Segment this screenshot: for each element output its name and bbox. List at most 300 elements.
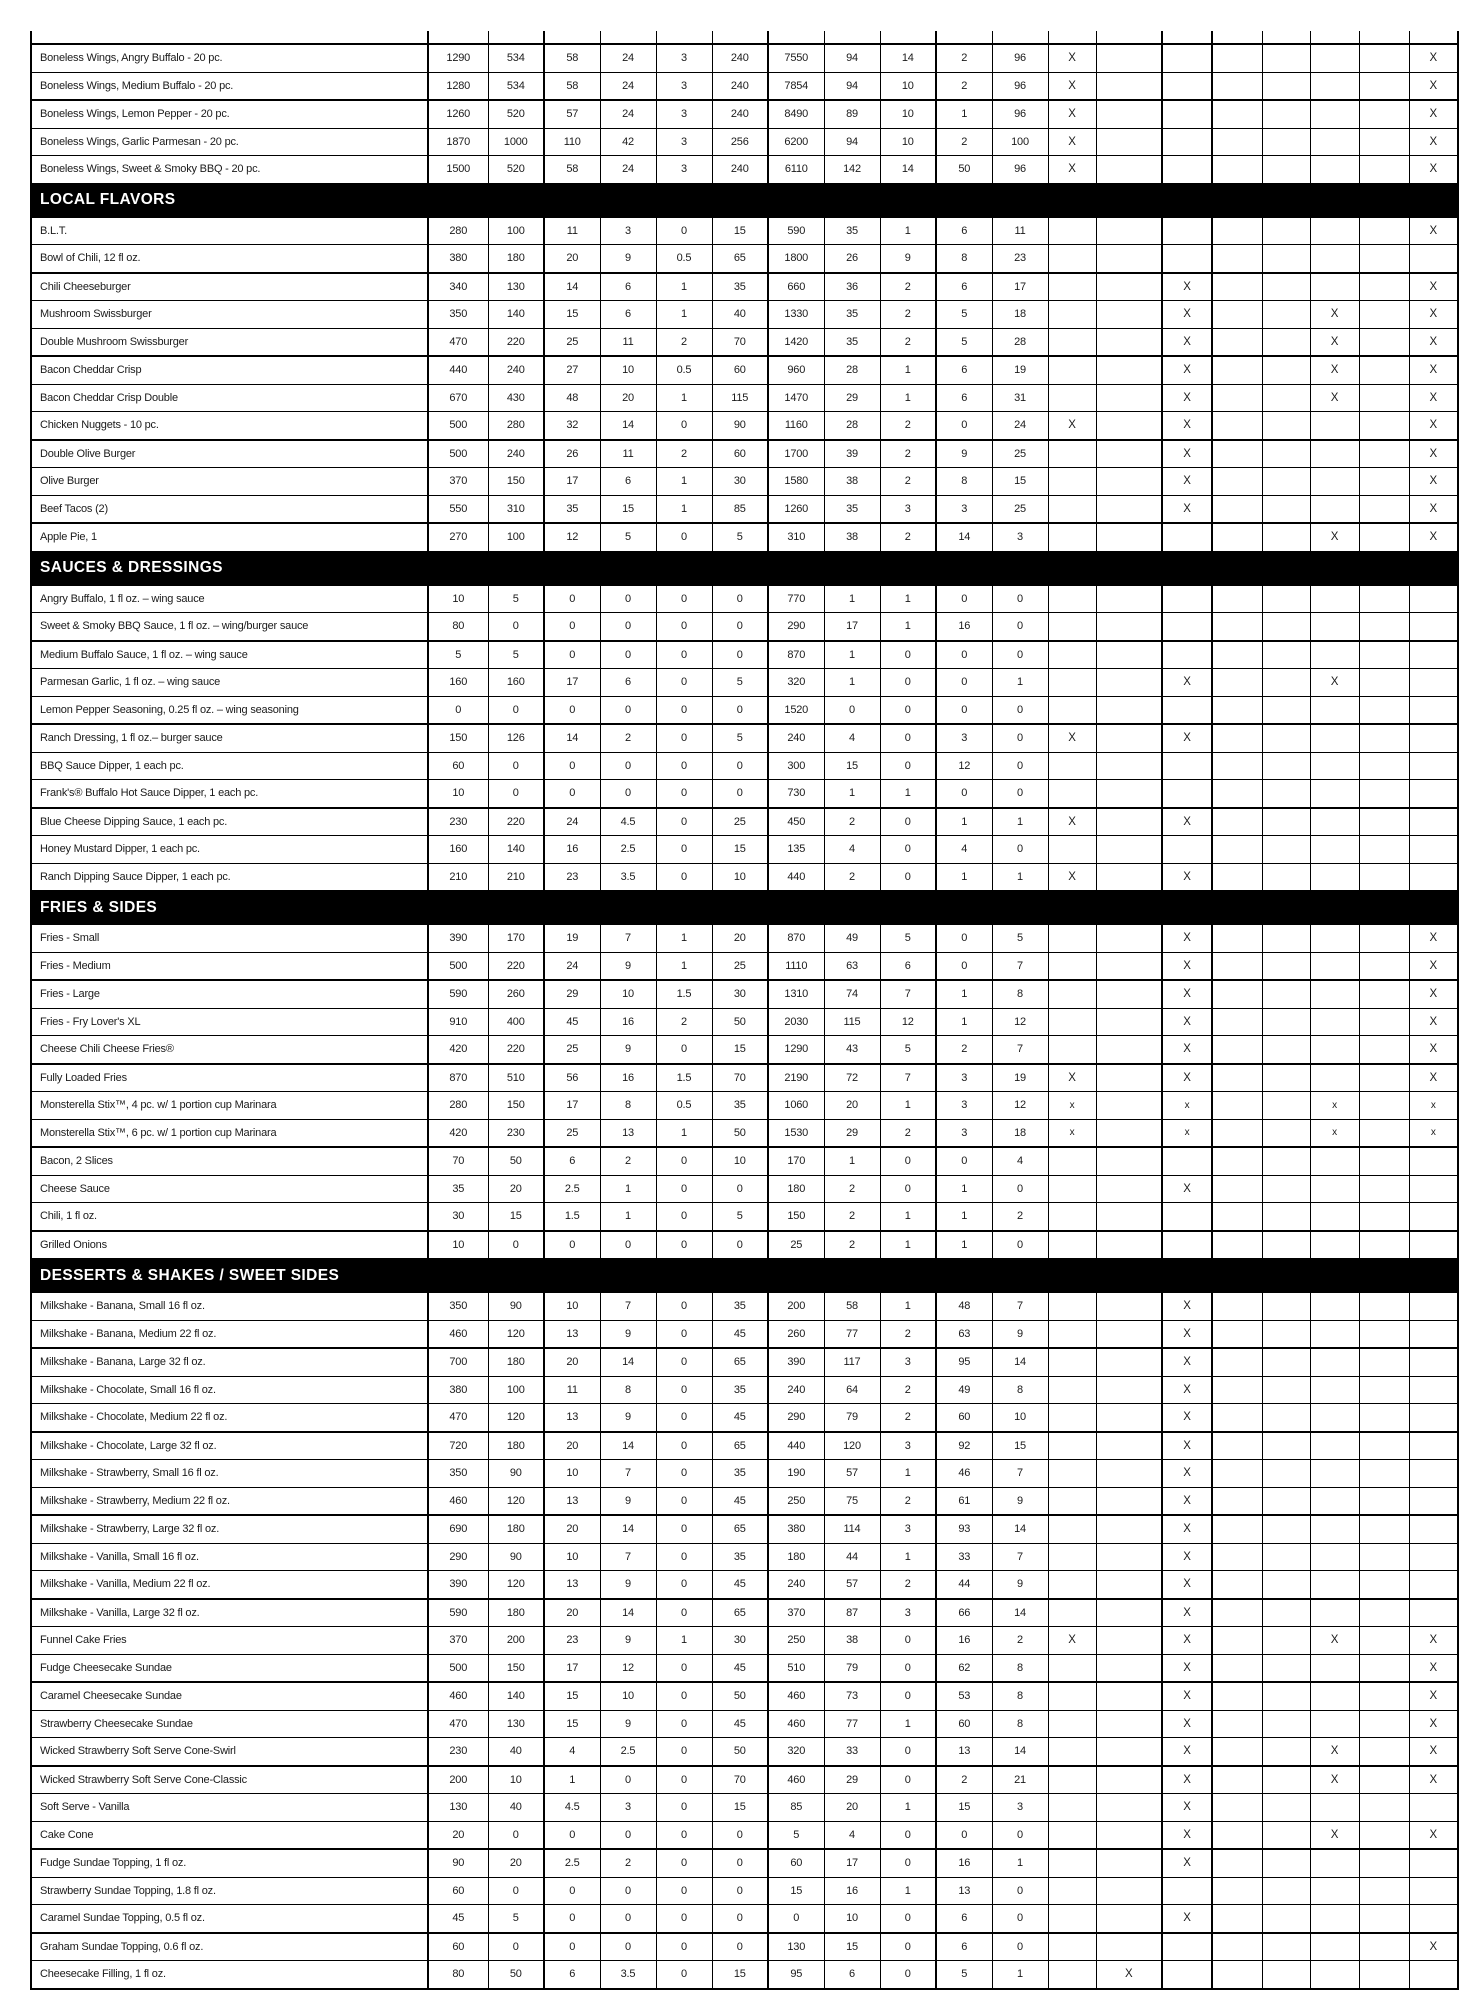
- allergen-mark-cell: [1262, 980, 1310, 1008]
- value-cell: 1: [936, 808, 992, 836]
- value-cell: 15: [544, 301, 600, 329]
- value-cell: 10: [600, 980, 656, 1008]
- allergen-mark-cell: [1096, 301, 1162, 329]
- value-cell: 660: [768, 273, 824, 301]
- value-cell: 1: [936, 980, 992, 1008]
- allergen-mark-cell: [1212, 1320, 1262, 1348]
- empty-cell: [1310, 31, 1359, 44]
- table-body: [31, 31, 1458, 1989]
- allergen-mark-cell: [1359, 724, 1409, 752]
- allergen-mark-cell: [1096, 752, 1162, 780]
- allergen-mark-cell: [1262, 1036, 1310, 1064]
- value-cell: 10: [544, 1543, 600, 1571]
- value-cell: 4: [544, 1738, 600, 1766]
- allergen-mark-cell: [1359, 1008, 1409, 1036]
- value-cell: 6200: [768, 128, 824, 156]
- table-row: [31, 1766, 1458, 1794]
- allergen-mark-cell: X: [1048, 1064, 1096, 1092]
- value-cell: 510: [488, 1064, 544, 1092]
- allergen-mark-cell: [1212, 863, 1262, 891]
- value-cell: 15: [712, 1794, 768, 1822]
- table-row: [31, 156, 1458, 184]
- value-cell: 0: [600, 780, 656, 808]
- allergen-mark-cell: X: [1162, 952, 1212, 980]
- value-cell: 0: [656, 523, 712, 552]
- allergen-mark-cell: [1310, 1175, 1359, 1203]
- value-cell: 210: [428, 863, 488, 891]
- value-cell: 14: [600, 412, 656, 440]
- section-title: SAUCES & DRESSINGS: [40, 559, 223, 576]
- value-cell: 0: [768, 1905, 824, 1933]
- value-cell: 29: [824, 1119, 880, 1147]
- section-header-row: [31, 1259, 1458, 1292]
- allergen-mark-cell: [1048, 1292, 1096, 1320]
- allergen-mark-cell: [1048, 1432, 1096, 1460]
- allergen-mark-cell: [1212, 780, 1262, 808]
- value-cell: 0: [656, 669, 712, 697]
- value-cell: 13: [600, 1119, 656, 1147]
- value-cell: 45: [712, 1571, 768, 1599]
- allergen-mark-cell: [1310, 100, 1359, 128]
- value-cell: 94: [824, 44, 880, 72]
- table-row: [31, 1599, 1458, 1627]
- allergen-mark-cell: [1262, 1320, 1310, 1348]
- value-cell: 520: [488, 156, 544, 184]
- value-cell: 0: [656, 641, 712, 669]
- value-cell: 140: [488, 836, 544, 864]
- value-cell: 0: [880, 836, 936, 864]
- allergen-mark-cell: [1096, 412, 1162, 440]
- allergen-mark-cell: [1096, 1348, 1162, 1376]
- value-cell: 3: [880, 1515, 936, 1543]
- table-row: [31, 1487, 1458, 1515]
- allergen-mark-cell: [1162, 245, 1212, 273]
- allergen-mark-cell: [1048, 523, 1096, 552]
- value-cell: 0: [544, 641, 600, 669]
- value-cell: 5: [768, 1821, 824, 1849]
- allergen-mark-cell: [1262, 217, 1310, 245]
- allergen-mark-cell: [1310, 217, 1359, 245]
- value-cell: 180: [488, 1348, 544, 1376]
- value-cell: 6: [936, 1905, 992, 1933]
- allergen-mark-cell: [1162, 1231, 1212, 1260]
- allergen-mark-cell: [1096, 1821, 1162, 1849]
- value-cell: 75: [824, 1487, 880, 1515]
- value-cell: 30: [712, 1627, 768, 1655]
- allergen-mark-cell: [1096, 1571, 1162, 1599]
- allergen-mark-cell: [1310, 1487, 1359, 1515]
- allergen-mark-cell: X: [1162, 669, 1212, 697]
- allergen-mark-cell: [1359, 669, 1409, 697]
- value-cell: 460: [768, 1710, 824, 1738]
- value-cell: 61: [936, 1487, 992, 1515]
- value-cell: 1: [656, 924, 712, 952]
- value-cell: 3: [600, 1794, 656, 1822]
- allergen-mark-cell: [1212, 1404, 1262, 1432]
- item-name-cell: Milkshake - Vanilla, Large 32 fl oz.: [31, 1599, 428, 1627]
- value-cell: 300: [768, 752, 824, 780]
- allergen-mark-cell: [1262, 1599, 1310, 1627]
- allergen-mark-cell: [1310, 780, 1359, 808]
- allergen-mark-cell: [1359, 44, 1409, 72]
- value-cell: 770: [768, 585, 824, 613]
- allergen-mark-cell: [1048, 696, 1096, 724]
- allergen-mark-cell: [1310, 724, 1359, 752]
- value-cell: 0: [544, 780, 600, 808]
- allergen-mark-cell: [1048, 1961, 1096, 1989]
- value-cell: 5: [600, 523, 656, 552]
- value-cell: 12: [600, 1654, 656, 1682]
- item-name-cell: Monsterella Stix™, 4 pc. w/ 1 portion cup Marinara: [31, 1092, 428, 1120]
- value-cell: 220: [488, 808, 544, 836]
- value-cell: 290: [428, 1543, 488, 1571]
- value-cell: 36: [824, 273, 880, 301]
- allergen-mark-cell: [1409, 1571, 1458, 1599]
- allergen-mark-cell: X: [1409, 1627, 1458, 1655]
- allergen-mark-cell: [1310, 1460, 1359, 1488]
- allergen-mark-cell: X: [1310, 301, 1359, 329]
- value-cell: 58: [544, 72, 600, 100]
- value-cell: 15: [824, 752, 880, 780]
- value-cell: 240: [712, 156, 768, 184]
- table-row: [31, 724, 1458, 752]
- allergen-mark-cell: X: [1048, 1627, 1096, 1655]
- allergen-mark-cell: x: [1048, 1092, 1096, 1120]
- value-cell: 49: [936, 1376, 992, 1404]
- allergen-mark-cell: [1212, 836, 1262, 864]
- value-cell: 0: [992, 641, 1048, 669]
- value-cell: 420: [428, 1119, 488, 1147]
- allergen-mark-cell: [1162, 72, 1212, 100]
- value-cell: 130: [768, 1933, 824, 1961]
- allergen-mark-cell: X: [1310, 1766, 1359, 1794]
- allergen-mark-cell: [1359, 1515, 1409, 1543]
- table-row: [31, 1147, 1458, 1175]
- empty-cell: [31, 31, 428, 44]
- table-row: [31, 523, 1458, 552]
- allergen-mark-cell: X: [1162, 1905, 1212, 1933]
- allergen-mark-cell: [1262, 1292, 1310, 1320]
- value-cell: 45: [712, 1487, 768, 1515]
- value-cell: 270: [428, 523, 488, 552]
- allergen-mark-cell: X: [1162, 1599, 1212, 1627]
- nutrition-table: [30, 31, 1459, 1990]
- allergen-mark-cell: [1409, 1961, 1458, 1989]
- allergen-mark-cell: [1162, 1961, 1212, 1989]
- table-row: [31, 468, 1458, 496]
- value-cell: 1520: [768, 696, 824, 724]
- value-cell: 0: [992, 724, 1048, 752]
- value-cell: 35: [712, 1376, 768, 1404]
- value-cell: 4: [824, 1821, 880, 1849]
- value-cell: 0: [656, 1821, 712, 1849]
- table-row: [31, 1404, 1458, 1432]
- item-name-cell: Milkshake - Strawberry, Medium 22 fl oz.: [31, 1487, 428, 1515]
- allergen-mark-cell: [1212, 1961, 1262, 1989]
- value-cell: 1: [936, 1231, 992, 1260]
- item-name-cell: Strawberry Sundae Topping, 1.8 fl oz.: [31, 1877, 428, 1905]
- value-cell: 9: [992, 1571, 1048, 1599]
- value-cell: 44: [936, 1571, 992, 1599]
- item-name-cell: Fries - Small: [31, 924, 428, 952]
- value-cell: 1: [880, 1203, 936, 1231]
- allergen-mark-cell: [1212, 1487, 1262, 1515]
- allergen-mark-cell: [1212, 1515, 1262, 1543]
- allergen-mark-cell: [1096, 1599, 1162, 1627]
- allergen-mark-cell: [1262, 1933, 1310, 1961]
- allergen-mark-cell: [1048, 1599, 1096, 1627]
- value-cell: 10: [488, 1766, 544, 1794]
- allergen-mark-cell: [1262, 1092, 1310, 1120]
- allergen-mark-cell: [1048, 1008, 1096, 1036]
- value-cell: 7: [992, 952, 1048, 980]
- allergen-mark-cell: [1048, 1376, 1096, 1404]
- value-cell: 0: [656, 836, 712, 864]
- item-name-cell: Bacon, 2 Slices: [31, 1147, 428, 1175]
- value-cell: 0: [880, 1849, 936, 1877]
- allergen-mark-cell: X: [1048, 412, 1096, 440]
- value-cell: 450: [768, 808, 824, 836]
- allergen-mark-cell: [1310, 1849, 1359, 1877]
- value-cell: 120: [488, 1320, 544, 1348]
- value-cell: 3: [880, 1599, 936, 1627]
- allergen-mark-cell: [1048, 836, 1096, 864]
- value-cell: 150: [488, 468, 544, 496]
- value-cell: 50: [712, 1008, 768, 1036]
- table-row: [31, 495, 1458, 523]
- allergen-mark-cell: [1310, 924, 1359, 952]
- allergen-mark-cell: [1409, 1794, 1458, 1822]
- value-cell: 240: [768, 1376, 824, 1404]
- value-cell: 0: [488, 780, 544, 808]
- value-cell: 8: [992, 1710, 1048, 1738]
- value-cell: 0: [544, 1933, 600, 1961]
- value-cell: 700: [428, 1348, 488, 1376]
- table-row: [31, 1292, 1458, 1320]
- value-cell: 58: [544, 156, 600, 184]
- value-cell: 80: [428, 613, 488, 641]
- value-cell: 24: [600, 156, 656, 184]
- allergen-mark-cell: X: [1409, 1064, 1458, 1092]
- value-cell: 2.5: [600, 836, 656, 864]
- value-cell: 2: [600, 724, 656, 752]
- value-cell: 30: [712, 468, 768, 496]
- allergen-mark-cell: [1359, 1766, 1409, 1794]
- allergen-mark-cell: [1212, 44, 1262, 72]
- value-cell: 70: [712, 328, 768, 356]
- value-cell: 240: [712, 72, 768, 100]
- allergen-mark-cell: [1096, 696, 1162, 724]
- value-cell: 1: [656, 301, 712, 329]
- allergen-mark-cell: [1096, 808, 1162, 836]
- allergen-mark-cell: [1212, 1682, 1262, 1710]
- allergen-mark-cell: [1212, 585, 1262, 613]
- item-name-cell: Strawberry Cheesecake Sundae: [31, 1710, 428, 1738]
- allergen-mark-cell: X: [1409, 1008, 1458, 1036]
- allergen-mark-cell: [1096, 1147, 1162, 1175]
- value-cell: 0: [880, 669, 936, 697]
- allergen-mark-cell: [1162, 44, 1212, 72]
- value-cell: 2.5: [600, 1738, 656, 1766]
- value-cell: 18: [992, 301, 1048, 329]
- allergen-mark-cell: [1262, 1008, 1310, 1036]
- value-cell: 11: [600, 440, 656, 468]
- value-cell: 350: [428, 1460, 488, 1488]
- allergen-mark-cell: X: [1162, 1064, 1212, 1092]
- table-row: [31, 641, 1458, 669]
- value-cell: 870: [428, 1064, 488, 1092]
- allergen-mark-cell: X: [1162, 1487, 1212, 1515]
- value-cell: 0: [656, 1905, 712, 1933]
- item-name-cell: Caramel Sundae Topping, 0.5 fl oz.: [31, 1905, 428, 1933]
- value-cell: 14: [992, 1348, 1048, 1376]
- section-header-row: [31, 552, 1458, 585]
- value-cell: 4: [824, 724, 880, 752]
- allergen-mark-cell: X: [1409, 1682, 1458, 1710]
- value-cell: 1: [992, 669, 1048, 697]
- value-cell: 15: [768, 1877, 824, 1905]
- value-cell: 380: [428, 245, 488, 273]
- allergen-mark-cell: [1212, 1348, 1262, 1376]
- value-cell: 0: [600, 1821, 656, 1849]
- value-cell: 370: [428, 468, 488, 496]
- value-cell: 13: [544, 1487, 600, 1515]
- value-cell: 90: [428, 1849, 488, 1877]
- value-cell: 0: [992, 752, 1048, 780]
- value-cell: 460: [768, 1766, 824, 1794]
- value-cell: 534: [488, 72, 544, 100]
- allergen-mark-cell: [1162, 752, 1212, 780]
- value-cell: 290: [768, 1404, 824, 1432]
- value-cell: 17: [544, 468, 600, 496]
- allergen-mark-cell: [1359, 641, 1409, 669]
- section-header-row: [31, 891, 1458, 924]
- table-row: [31, 1627, 1458, 1655]
- allergen-mark-cell: [1048, 1849, 1096, 1877]
- value-cell: 14: [544, 724, 600, 752]
- value-cell: 1: [992, 1849, 1048, 1877]
- value-cell: 190: [768, 1460, 824, 1488]
- value-cell: 2: [936, 44, 992, 72]
- allergen-mark-cell: [1212, 1432, 1262, 1460]
- value-cell: 15: [488, 1203, 544, 1231]
- allergen-mark-cell: [1359, 836, 1409, 864]
- value-cell: 0: [880, 1682, 936, 1710]
- allergen-mark-cell: [1310, 1877, 1359, 1905]
- value-cell: 0: [880, 1175, 936, 1203]
- value-cell: 2190: [768, 1064, 824, 1092]
- value-cell: 0: [656, 696, 712, 724]
- allergen-mark-cell: X: [1162, 1376, 1212, 1404]
- value-cell: 79: [824, 1404, 880, 1432]
- value-cell: 240: [488, 356, 544, 384]
- table-row: [31, 1571, 1458, 1599]
- allergen-mark-cell: [1048, 1036, 1096, 1064]
- table-row: [31, 669, 1458, 697]
- allergen-mark-cell: [1096, 724, 1162, 752]
- value-cell: 28: [992, 328, 1048, 356]
- allergen-mark-cell: X: [1310, 356, 1359, 384]
- item-name-cell: Medium Buffalo Sauce, 1 fl oz. – wing sauce: [31, 641, 428, 669]
- value-cell: 1260: [428, 100, 488, 128]
- value-cell: 1530: [768, 1119, 824, 1147]
- value-cell: 0: [656, 1348, 712, 1376]
- value-cell: 0: [712, 1821, 768, 1849]
- allergen-mark-cell: X: [1310, 1627, 1359, 1655]
- value-cell: 24: [600, 100, 656, 128]
- allergen-mark-cell: [1096, 384, 1162, 412]
- value-cell: 0: [656, 808, 712, 836]
- allergen-mark-cell: [1409, 1292, 1458, 1320]
- value-cell: 0: [656, 1710, 712, 1738]
- allergen-mark-cell: [1359, 1905, 1409, 1933]
- allergen-mark-cell: [1262, 328, 1310, 356]
- allergen-mark-cell: [1096, 523, 1162, 552]
- value-cell: 65: [712, 1348, 768, 1376]
- item-name-cell: Double Mushroom Swissburger: [31, 328, 428, 356]
- allergen-mark-cell: [1262, 440, 1310, 468]
- empty-cell: [992, 31, 1048, 44]
- allergen-mark-cell: [1162, 780, 1212, 808]
- allergen-mark-cell: [1310, 1292, 1359, 1320]
- item-name-cell: Blue Cheese Dipping Sauce, 1 each pc.: [31, 808, 428, 836]
- value-cell: 35: [824, 495, 880, 523]
- allergen-mark-cell: [1212, 245, 1262, 273]
- value-cell: 0: [992, 613, 1048, 641]
- value-cell: 29: [544, 980, 600, 1008]
- allergen-mark-cell: [1262, 468, 1310, 496]
- value-cell: 3: [992, 523, 1048, 552]
- value-cell: 0: [936, 696, 992, 724]
- value-cell: 96: [992, 156, 1048, 184]
- value-cell: 15: [936, 1794, 992, 1822]
- allergen-mark-cell: [1310, 72, 1359, 100]
- value-cell: 320: [768, 1738, 824, 1766]
- value-cell: 500: [428, 952, 488, 980]
- allergen-mark-cell: X: [1409, 273, 1458, 301]
- allergen-mark-cell: x: [1048, 1119, 1096, 1147]
- allergen-mark-cell: [1409, 1404, 1458, 1432]
- value-cell: 440: [768, 1432, 824, 1460]
- value-cell: 0: [712, 752, 768, 780]
- value-cell: 56: [544, 1064, 600, 1092]
- value-cell: 2: [656, 328, 712, 356]
- value-cell: 0: [712, 780, 768, 808]
- value-cell: 440: [428, 356, 488, 384]
- value-cell: 470: [428, 1404, 488, 1432]
- value-cell: 57: [824, 1460, 880, 1488]
- empty-cell: [544, 31, 600, 44]
- item-name-cell: Milkshake - Strawberry, Small 16 fl oz.: [31, 1460, 428, 1488]
- allergen-mark-cell: X: [1409, 1710, 1458, 1738]
- item-name-cell: Frank's® Buffalo Hot Sauce Dipper, 1 each pc.: [31, 780, 428, 808]
- item-name-cell: Cheese Sauce: [31, 1175, 428, 1203]
- allergen-mark-cell: [1310, 752, 1359, 780]
- value-cell: 0: [992, 836, 1048, 864]
- allergen-mark-cell: [1162, 217, 1212, 245]
- value-cell: 1160: [768, 412, 824, 440]
- item-name-cell: Ranch Dressing, 1 fl oz.– burger sauce: [31, 724, 428, 752]
- allergen-mark-cell: [1262, 100, 1310, 128]
- allergen-mark-cell: X: [1162, 1460, 1212, 1488]
- table-row: [31, 273, 1458, 301]
- allergen-mark-cell: [1048, 613, 1096, 641]
- value-cell: 35: [712, 1460, 768, 1488]
- value-cell: 0: [544, 585, 600, 613]
- allergen-mark-cell: [1048, 1404, 1096, 1432]
- value-cell: 10: [544, 1292, 600, 1320]
- table-row: [31, 1432, 1458, 1460]
